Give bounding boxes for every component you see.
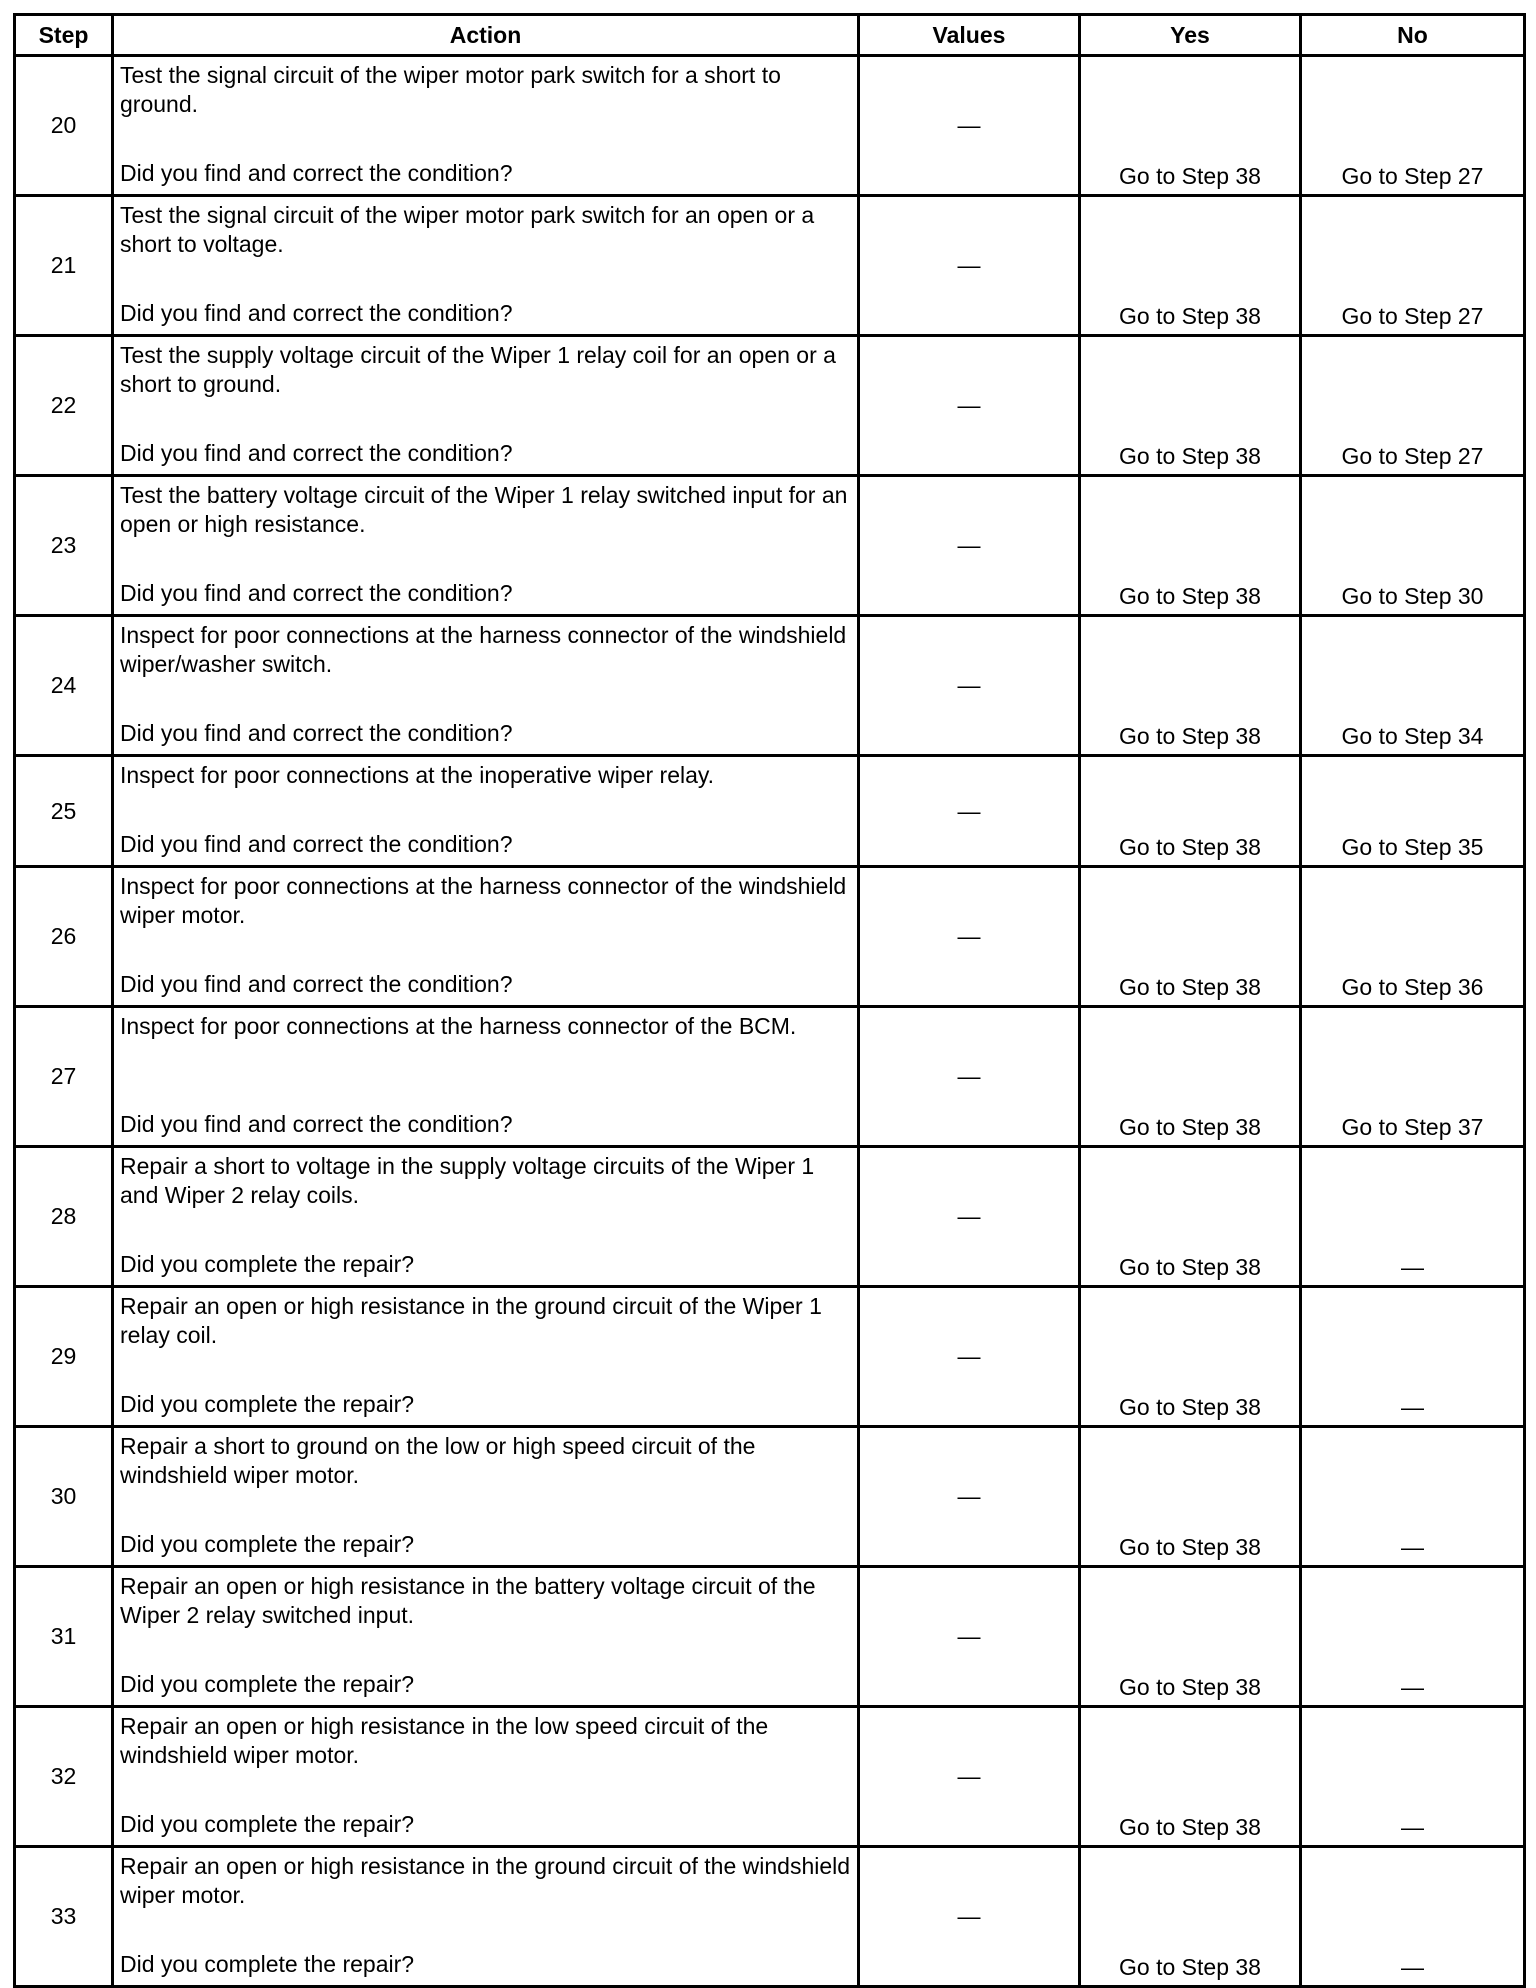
header-yes: Yes — [1080, 15, 1301, 56]
yes-result: Go to Step 38 — [1080, 196, 1301, 336]
yes-result: Go to Step 38 — [1080, 1287, 1301, 1427]
action-question: Did you complete the repair? — [120, 1391, 415, 1417]
yes-result: Go to Step 38 — [1080, 1007, 1301, 1147]
action-cell — [113, 1147, 859, 1287]
step-number: 25 — [15, 756, 113, 867]
table-row — [15, 56, 1525, 196]
action-cell — [113, 1567, 859, 1707]
table-row — [15, 616, 1525, 756]
step-number: 20 — [15, 56, 113, 196]
no-result: — — [1301, 1847, 1525, 1987]
no-result: Go to Step 27 — [1301, 196, 1525, 336]
step-number: 27 — [15, 1007, 113, 1147]
values-cell: — — [859, 1147, 1080, 1287]
table-row — [15, 1287, 1525, 1427]
table-row — [15, 476, 1525, 616]
no-result: — — [1301, 1567, 1525, 1707]
action-text: Test the signal circuit of the wiper motor park switch for a short to ground. — [120, 62, 781, 117]
table-row — [15, 336, 1525, 476]
yes-result: Go to Step 38 — [1080, 867, 1301, 1007]
action-cell — [113, 196, 859, 336]
action-text: Repair an open or high resistance in the low speed circuit of the windshield wiper motor. — [120, 1713, 769, 1768]
action-question: Did you complete the repair? — [120, 1951, 415, 1977]
yes-result: Go to Step 38 — [1080, 336, 1301, 476]
values-cell: — — [859, 56, 1080, 196]
action-question: Did you find and correct the condition? — [120, 580, 513, 606]
table-row — [15, 1007, 1525, 1147]
values-cell: — — [859, 1287, 1080, 1427]
action-question: Did you find and correct the condition? — [120, 160, 513, 186]
header-step: Step — [15, 15, 113, 56]
action-question: Did you find and correct the condition? — [120, 831, 513, 857]
no-result: Go to Step 35 — [1301, 756, 1525, 867]
step-number: 21 — [15, 196, 113, 336]
table-body — [15, 56, 1525, 1987]
yes-result: Go to Step 38 — [1080, 1567, 1301, 1707]
step-number: 30 — [15, 1427, 113, 1567]
table-row — [15, 1707, 1525, 1847]
yes-result: Go to Step 38 — [1080, 1847, 1301, 1987]
values-cell: — — [859, 196, 1080, 336]
no-result: Go to Step 27 — [1301, 336, 1525, 476]
table-row — [15, 867, 1525, 1007]
action-question: Did you find and correct the condition? — [120, 720, 513, 746]
action-question: Did you complete the repair? — [120, 1671, 415, 1697]
action-cell — [113, 1427, 859, 1567]
values-cell: — — [859, 476, 1080, 616]
values-cell: — — [859, 867, 1080, 1007]
action-cell — [113, 56, 859, 196]
action-cell — [113, 476, 859, 616]
table-row — [15, 756, 1525, 867]
yes-result: Go to Step 38 — [1080, 1147, 1301, 1287]
yes-result: Go to Step 38 — [1080, 476, 1301, 616]
yes-result: Go to Step 38 — [1080, 1427, 1301, 1567]
step-number: 23 — [15, 476, 113, 616]
header-no: No — [1301, 15, 1525, 56]
table-row — [15, 196, 1525, 336]
no-result: Go to Step 37 — [1301, 1007, 1525, 1147]
values-cell: — — [859, 1707, 1080, 1847]
yes-result: Go to Step 38 — [1080, 1707, 1301, 1847]
step-number: 28 — [15, 1147, 113, 1287]
action-question: Did you find and correct the condition? — [120, 300, 513, 326]
values-cell: — — [859, 1427, 1080, 1567]
table-row — [15, 1847, 1525, 1987]
action-text: Inspect for poor connections at the harness connector of the BCM. — [120, 1013, 797, 1039]
action-text: Repair an open or high resistance in the battery voltage circuit of the Wiper 2 relay switched input. — [120, 1573, 816, 1628]
table-row — [15, 1147, 1525, 1287]
values-cell: — — [859, 756, 1080, 867]
header-values: Values — [859, 15, 1080, 56]
action-cell — [113, 336, 859, 476]
yes-result: Go to Step 38 — [1080, 616, 1301, 756]
action-text: Test the battery voltage circuit of the Wiper 1 relay switched input for an open or high resistance. — [120, 482, 848, 537]
action-cell — [113, 1707, 859, 1847]
no-result: — — [1301, 1147, 1525, 1287]
yes-result: Go to Step 38 — [1080, 756, 1301, 867]
no-result: Go to Step 34 — [1301, 616, 1525, 756]
no-result: — — [1301, 1707, 1525, 1847]
action-text: Repair a short to voltage in the supply voltage circuits of the Wiper 1 and Wiper 2 relay coils. — [120, 1153, 815, 1208]
table-header-row — [15, 15, 1525, 56]
diagnostic-table-document — [13, 13, 1523, 1988]
yes-result: Go to Step 38 — [1080, 56, 1301, 196]
values-cell: — — [859, 1847, 1080, 1987]
action-text: Test the supply voltage circuit of the Wiper 1 relay coil for an open or a short to ground. — [120, 342, 836, 397]
action-text: Repair an open or high resistance in the ground circuit of the Wiper 1 relay coil. — [120, 1293, 822, 1348]
values-cell: — — [859, 1567, 1080, 1707]
action-question: Did you complete the repair? — [120, 1531, 415, 1557]
table-row — [15, 1567, 1525, 1707]
action-text: Inspect for poor connections at the inoperative wiper relay. — [120, 762, 715, 788]
action-question: Did you complete the repair? — [120, 1251, 415, 1277]
step-number: 26 — [15, 867, 113, 1007]
action-question: Did you find and correct the condition? — [120, 1111, 513, 1137]
action-text: Inspect for poor connections at the harness connector of the windshield wiper motor. — [120, 873, 847, 928]
step-number: 32 — [15, 1707, 113, 1847]
step-number: 31 — [15, 1567, 113, 1707]
action-cell — [113, 867, 859, 1007]
action-text: Test the signal circuit of the wiper motor park switch for an open or a short to voltage. — [120, 202, 815, 257]
table-row — [15, 1427, 1525, 1567]
step-number: 24 — [15, 616, 113, 756]
action-cell — [113, 1847, 859, 1987]
values-cell: — — [859, 616, 1080, 756]
action-cell — [113, 616, 859, 756]
values-cell: — — [859, 336, 1080, 476]
no-result: Go to Step 27 — [1301, 56, 1525, 196]
action-text: Inspect for poor connections at the harness connector of the windshield wiper/washer switch. — [120, 622, 847, 677]
action-text: Repair a short to ground on the low or high speed circuit of the windshield wiper motor. — [120, 1433, 756, 1488]
action-question: Did you complete the repair? — [120, 1811, 415, 1837]
action-question: Did you find and correct the condition? — [120, 971, 513, 997]
step-number: 22 — [15, 336, 113, 476]
step-number: 33 — [15, 1847, 113, 1987]
action-cell — [113, 1287, 859, 1427]
action-cell — [113, 756, 859, 867]
diagnostic-steps-table — [13, 13, 1526, 1988]
step-number: 29 — [15, 1287, 113, 1427]
action-cell — [113, 1007, 859, 1147]
no-result: — — [1301, 1287, 1525, 1427]
no-result: Go to Step 30 — [1301, 476, 1525, 616]
values-cell: — — [859, 1007, 1080, 1147]
action-question: Did you find and correct the condition? — [120, 440, 513, 466]
no-result: — — [1301, 1427, 1525, 1567]
header-action: Action — [113, 15, 859, 56]
action-text: Repair an open or high resistance in the ground circuit of the windshield wiper motor. — [120, 1853, 851, 1908]
no-result: Go to Step 36 — [1301, 867, 1525, 1007]
